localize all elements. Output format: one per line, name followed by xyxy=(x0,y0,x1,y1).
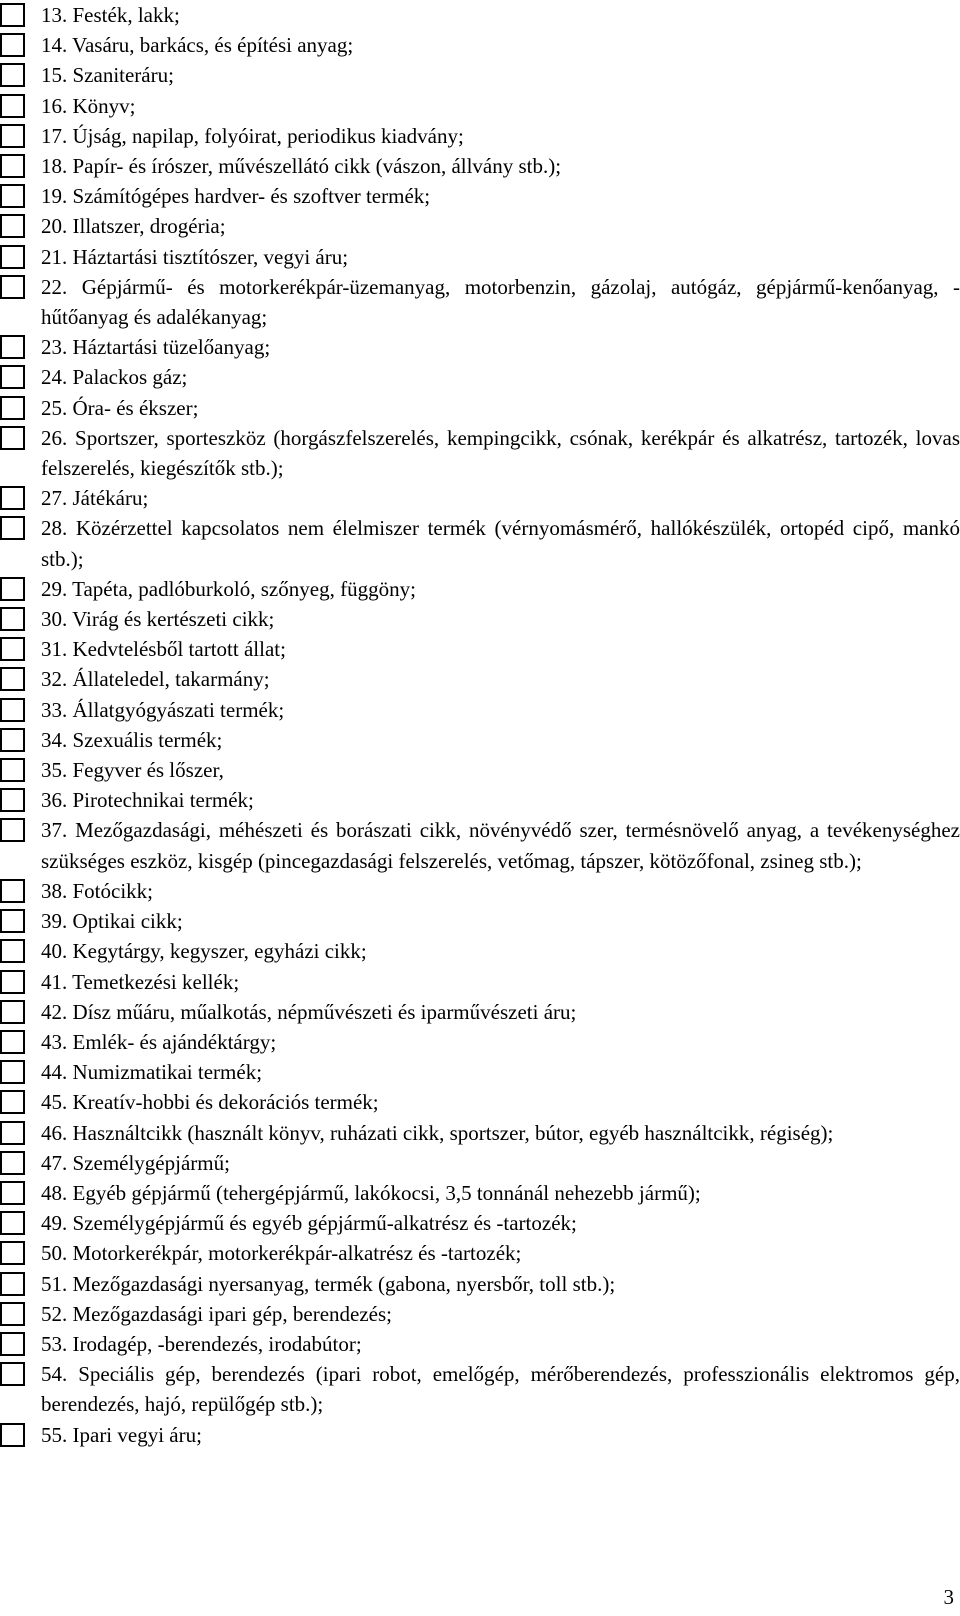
checklist-item-label: 13. Festék, lakk; xyxy=(41,3,180,27)
checklist-item-label: 52. Mezőgazdasági ipari gép, berendezés; xyxy=(41,1301,393,1326)
checklist-item xyxy=(0,664,960,694)
checklist-item xyxy=(0,785,960,815)
checklist-item xyxy=(0,181,960,211)
checklist-item xyxy=(0,60,960,90)
checkbox[interactable] xyxy=(0,909,25,933)
checklist-item-label: 41. Temetkezési kellék; xyxy=(41,969,240,994)
checkbox[interactable] xyxy=(0,1302,25,1326)
checklist-item xyxy=(0,1118,960,1148)
checklist-item-label: 40. Kegytárgy, kegyszer, egyházi cikk; xyxy=(41,939,367,964)
checkbox[interactable] xyxy=(0,1272,25,1296)
checklist-item-label: 54. Speciális gép, berendezés (ipari robot, emelőgép, mérőberendezés, professzionális elektromos gép, berendezés, hajó, repülőgép stb.); xyxy=(41,1362,960,1417)
checkbox[interactable] xyxy=(0,939,25,963)
checklist-item-label: 15. Szaniteráru; xyxy=(41,63,174,88)
checklist-item xyxy=(0,0,960,30)
checkbox[interactable] xyxy=(0,335,25,359)
checkbox[interactable] xyxy=(0,1060,25,1084)
checklist-item xyxy=(0,634,960,664)
checkbox[interactable] xyxy=(0,365,25,389)
checkbox[interactable] xyxy=(0,1241,25,1265)
checklist-item-label: 23. Háztartási tüzelőanyag; xyxy=(41,335,271,360)
checkbox[interactable] xyxy=(0,94,25,118)
checklist-item xyxy=(0,483,960,513)
checklist-item-label: 51. Mezőgazdasági nyersanyag, termék (gabona, nyersbőr, toll stb.); xyxy=(41,1271,616,1296)
checkbox[interactable] xyxy=(0,728,25,752)
checklist-item xyxy=(0,211,960,241)
checklist-item xyxy=(0,151,960,181)
checklist-item xyxy=(0,1359,960,1419)
checkbox[interactable] xyxy=(0,1181,25,1205)
checkbox[interactable] xyxy=(0,275,25,299)
checklist-item xyxy=(0,997,960,1027)
checkbox[interactable] xyxy=(0,33,25,57)
checklist-item xyxy=(0,1148,960,1178)
checklist-item-label: 31. Kedvtelésből tartott állat; xyxy=(41,637,286,662)
checklist-item-label: 34. Szexuális termék; xyxy=(41,727,223,752)
checklist-item xyxy=(0,1087,960,1117)
checkbox[interactable] xyxy=(0,1030,25,1054)
checklist-item-label: 37. Mezőgazdasági, méhészeti és borászati cikk, növényvédő szer, termésnövelő anyag, a tevékenységhez szükséges eszköz, kisgép (pincegazdasági felszerelés, vetőmag, tápszer, kötözőfonal, zsineg stb.); xyxy=(41,818,960,873)
checkbox[interactable] xyxy=(0,1000,25,1024)
checklist-item-label: 24. Palackos gáz; xyxy=(41,365,188,390)
checklist-item-label: 20. Illatszer, drogéria; xyxy=(41,214,226,239)
checklist-item xyxy=(0,1178,960,1208)
checklist-item-label: 25. Óra- és ékszer; xyxy=(41,395,199,420)
checkbox[interactable] xyxy=(0,1151,25,1175)
checkbox[interactable] xyxy=(0,667,25,691)
checkbox[interactable] xyxy=(0,1090,25,1114)
checklist-item xyxy=(0,423,960,483)
checkbox[interactable] xyxy=(0,1121,25,1145)
checkbox[interactable] xyxy=(0,516,25,540)
checkbox[interactable] xyxy=(0,3,25,27)
checklist-item-label: 46. Használtcikk (használt könyv, ruházati cikk, sportszer, bútor, egyéb használtcikk, régiség); xyxy=(41,1120,834,1145)
checklist-item-label: 55. Ipari vegyi áru; xyxy=(41,1422,202,1447)
checklist-item-label: 49. Személygépjármű és egyéb gépjármű-alkatrész és -tartozék; xyxy=(41,1211,577,1236)
checklist-item-label: 21. Háztartási tisztítószer, vegyi áru; xyxy=(41,244,349,269)
checklist-item xyxy=(0,604,960,634)
checklist-item xyxy=(0,574,960,604)
checkbox[interactable] xyxy=(0,637,25,661)
checklist-item xyxy=(0,906,960,936)
checklist-item xyxy=(0,1027,960,1057)
checkbox[interactable] xyxy=(0,396,25,420)
checklist-item xyxy=(0,332,960,362)
checklist-item xyxy=(0,1299,960,1329)
checklist-item xyxy=(0,393,960,423)
checklist-item-label: 42. Dísz műáru, műalkotás, népművészeti és iparművészeti áru; xyxy=(41,999,577,1024)
checkbox[interactable] xyxy=(0,698,25,722)
checklist-item-label: 44. Numizmatikai termék; xyxy=(41,1060,263,1085)
checklist-item-label: 29. Tapéta, padlóburkoló, szőnyeg, függöny; xyxy=(41,576,416,601)
checklist-item xyxy=(0,1329,960,1359)
checkbox[interactable] xyxy=(0,184,25,208)
checklist-item xyxy=(0,242,960,272)
page-number: 3 xyxy=(943,1585,954,1609)
checklist-item-label: 27. Játékáru; xyxy=(41,486,149,511)
checklist-item xyxy=(0,1269,960,1299)
checklist-item-label: 30. Virág és kertészeti cikk; xyxy=(41,607,275,632)
checklist-item xyxy=(0,967,960,997)
checklist-item xyxy=(0,1208,960,1238)
checklist-item-label: 53. Irodagép, -berendezés, irodabútor; xyxy=(41,1331,362,1356)
checklist-item-label: 28. Közérzettel kapcsolatos nem élelmiszer termék (vérnyomásmérő, hallókészülék, ortopéd cipő, mankó stb.); xyxy=(41,516,960,571)
checklist-item xyxy=(0,755,960,785)
checklist-item xyxy=(0,725,960,755)
checklist-item-label: 18. Papír- és írószer, művészellátó cikk (vászon, állvány stb.); xyxy=(41,154,562,179)
checkbox[interactable] xyxy=(0,63,25,87)
checklist-item xyxy=(0,30,960,60)
checklist-item-label: 45. Kreatív-hobbi és dekorációs termék; xyxy=(41,1090,379,1115)
checklist-item-label: 48. Egyéb gépjármű (tehergépjármű, lakókocsi, 3,5 tonnánál nehezebb jármű); xyxy=(41,1180,701,1205)
checklist-item xyxy=(0,695,960,725)
checklist-item xyxy=(0,1057,960,1087)
checkbox[interactable] xyxy=(0,607,25,631)
checklist-item-label: 14. Vasáru, barkács, és építési anyag; xyxy=(41,33,354,58)
checklist-item xyxy=(0,91,960,121)
checklist-item xyxy=(0,362,960,392)
checkbox[interactable] xyxy=(0,577,25,601)
checklist-item-label: 50. Motorkerékpár, motorkerékpár-alkatrész és -tartozék; xyxy=(41,1241,522,1266)
checklist-item-label: 26. Sportszer, sporteszköz (horgászfelszerelés, kempingcikk, csónak, kerékpár és alkatrész, tartozék, lovas felszerelés, kiegészítők stb.); xyxy=(41,425,960,481)
checklist-item-label: 43. Emlék- és ajándéktárgy; xyxy=(41,1029,277,1054)
checkbox[interactable] xyxy=(0,788,25,812)
checklist-item-label: 16. Könyv; xyxy=(41,93,136,118)
checklist-item xyxy=(0,1420,960,1450)
checklist-item xyxy=(0,513,960,573)
checklist-item xyxy=(0,876,960,906)
checklist-item-label: 39. Optikai cikk; xyxy=(41,909,183,934)
checkbox[interactable] xyxy=(0,1423,25,1447)
checklist-item-label: 33. Állatgyógyászati termék; xyxy=(41,697,285,722)
checkbox[interactable] xyxy=(0,245,25,269)
checkbox[interactable] xyxy=(0,818,25,842)
checklist-item xyxy=(0,121,960,151)
checklist-item-label: 22. Gépjármű- és motorkerékpár-üzemanyag, motorbenzin, gázolaj, autógáz, gépjármű-kenőanyag, -hűtőanyag és adalékanyag; xyxy=(41,274,960,330)
checklist-item xyxy=(0,815,960,875)
checklist-item-label: 38. Fotócikk; xyxy=(41,878,154,903)
checkbox[interactable] xyxy=(0,214,25,238)
checklist-item-label: 17. Újság, napilap, folyóirat, periodikus kiadvány; xyxy=(41,123,464,148)
checklist-item-label: 47. Személygépjármű; xyxy=(41,1150,230,1175)
checklist-item-label: 36. Pirotechnikai termék; xyxy=(41,788,254,813)
checklist-item-label: 19. Számítógépes hardver- és szoftver termék; xyxy=(41,184,431,209)
checkbox[interactable] xyxy=(0,124,25,148)
checkbox[interactable] xyxy=(0,486,25,510)
checkbox[interactable] xyxy=(0,154,25,178)
checklist-item-label: 35. Fegyver és lőszer, xyxy=(41,758,224,783)
checklist-item xyxy=(0,272,960,332)
checkbox[interactable] xyxy=(0,426,25,450)
checkbox[interactable] xyxy=(0,1211,25,1235)
checklist-item-label: 32. Állateledel, takarmány; xyxy=(41,667,270,692)
checkbox[interactable] xyxy=(0,1362,25,1386)
checkbox[interactable] xyxy=(0,879,25,903)
checklist-item xyxy=(0,936,960,966)
checklist-item xyxy=(0,1238,960,1268)
checkbox[interactable] xyxy=(0,758,25,782)
checkbox[interactable] xyxy=(0,1332,25,1356)
checkbox[interactable] xyxy=(0,970,25,994)
